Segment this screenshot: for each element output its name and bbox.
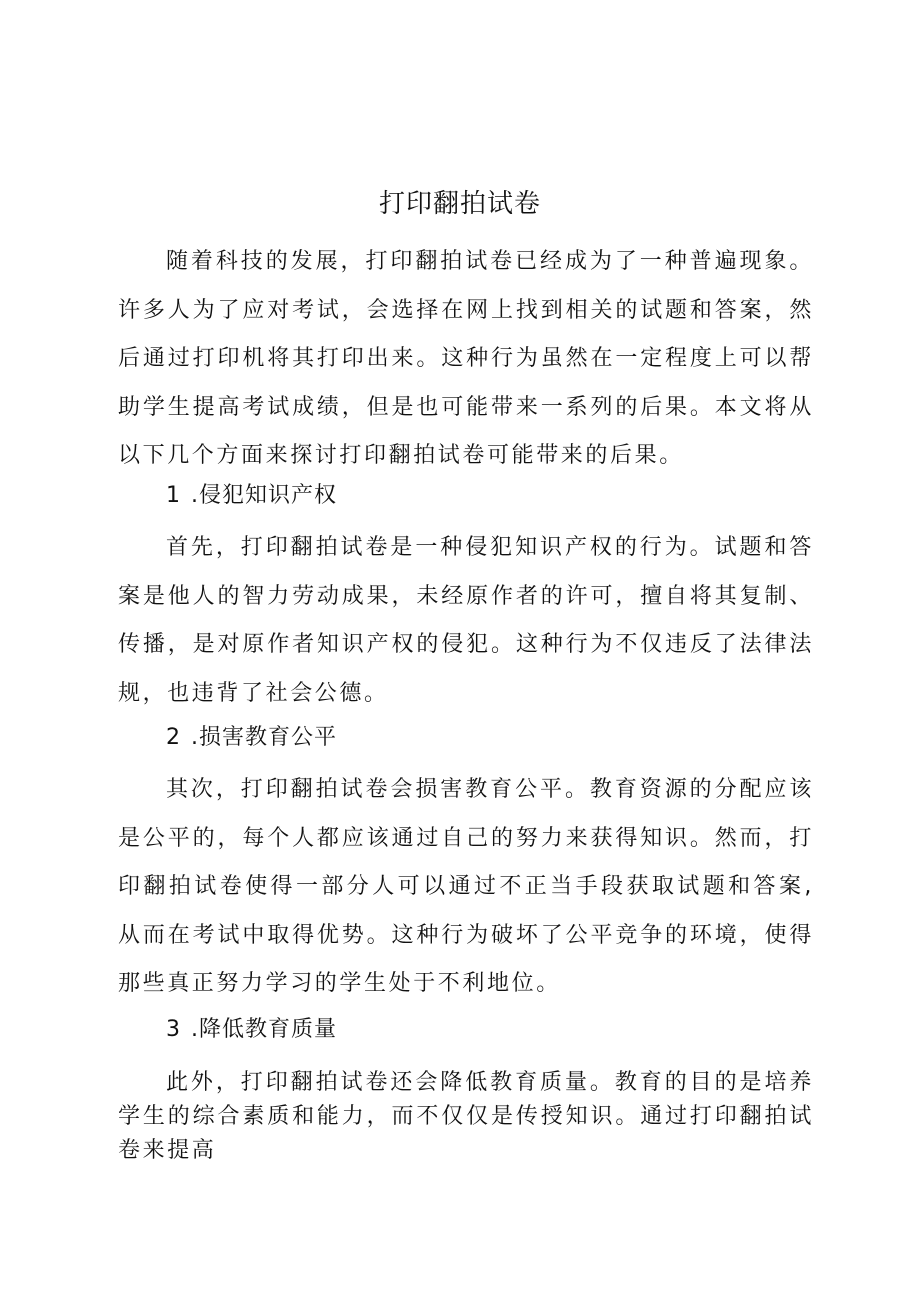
document-title: 打印翻拍试卷: [378, 189, 541, 219]
section-heading-2: [166, 723, 337, 753]
section-1-paragraph: 首先，打印翻拍试卷是一种侵犯知识产权的行为。试题和答案是他人的智力劳动成果，未经原作者的许可，擅自将其复制、传播，是对原作者知识产权的侵犯。这种行为不仅违反了法律法规，也违背了社会公德。: [118, 535, 814, 706]
section-heading-text: .降低教育质量: [191, 1017, 337, 1042]
section-heading-1: [166, 481, 337, 511]
section-3-paragraph: 此外，打印翻拍试卷还会降低教育质量。教育的目的是培养学生的综合素质和能力，而不仅仅是传授知识。通过打印翻拍试卷来提高: [118, 1070, 814, 1163]
section-heading-text: .损害教育公平: [191, 725, 337, 750]
section-heading-3: [166, 1015, 337, 1045]
section-number: 1: [166, 483, 181, 508]
section-number: 2: [166, 725, 181, 750]
section-heading-text: .侵犯知识产权: [191, 483, 337, 508]
intro-paragraph: 随着科技的发展，打印翻拍试卷已经成为了一种普遍现象。许多人为了应对考试，会选择在网上找到相关的试题和答案，然后通过打印机将其打印出来。这种行为虽然在一定程度上可以帮助学生提高考试成绩，但是也可能带来一系列的后果。本文将从以下几个方面来探讨打印翻拍试卷可能带来的后果。: [118, 249, 814, 468]
section-2-paragraph: 其次，打印翻拍试卷会损害教育公平。教育资源的分配应该是公平的，每个人都应该通过自己的努力来获得知识。然而，打印翻拍试卷使得一部分人可以通过不正当手段获取试题和答案,从而在考试中取得优势。这种行为破坏了公平竞争的环境，使得那些真正努力学习的学生处于不利地位。: [118, 777, 814, 996]
section-number: 3: [166, 1017, 181, 1042]
